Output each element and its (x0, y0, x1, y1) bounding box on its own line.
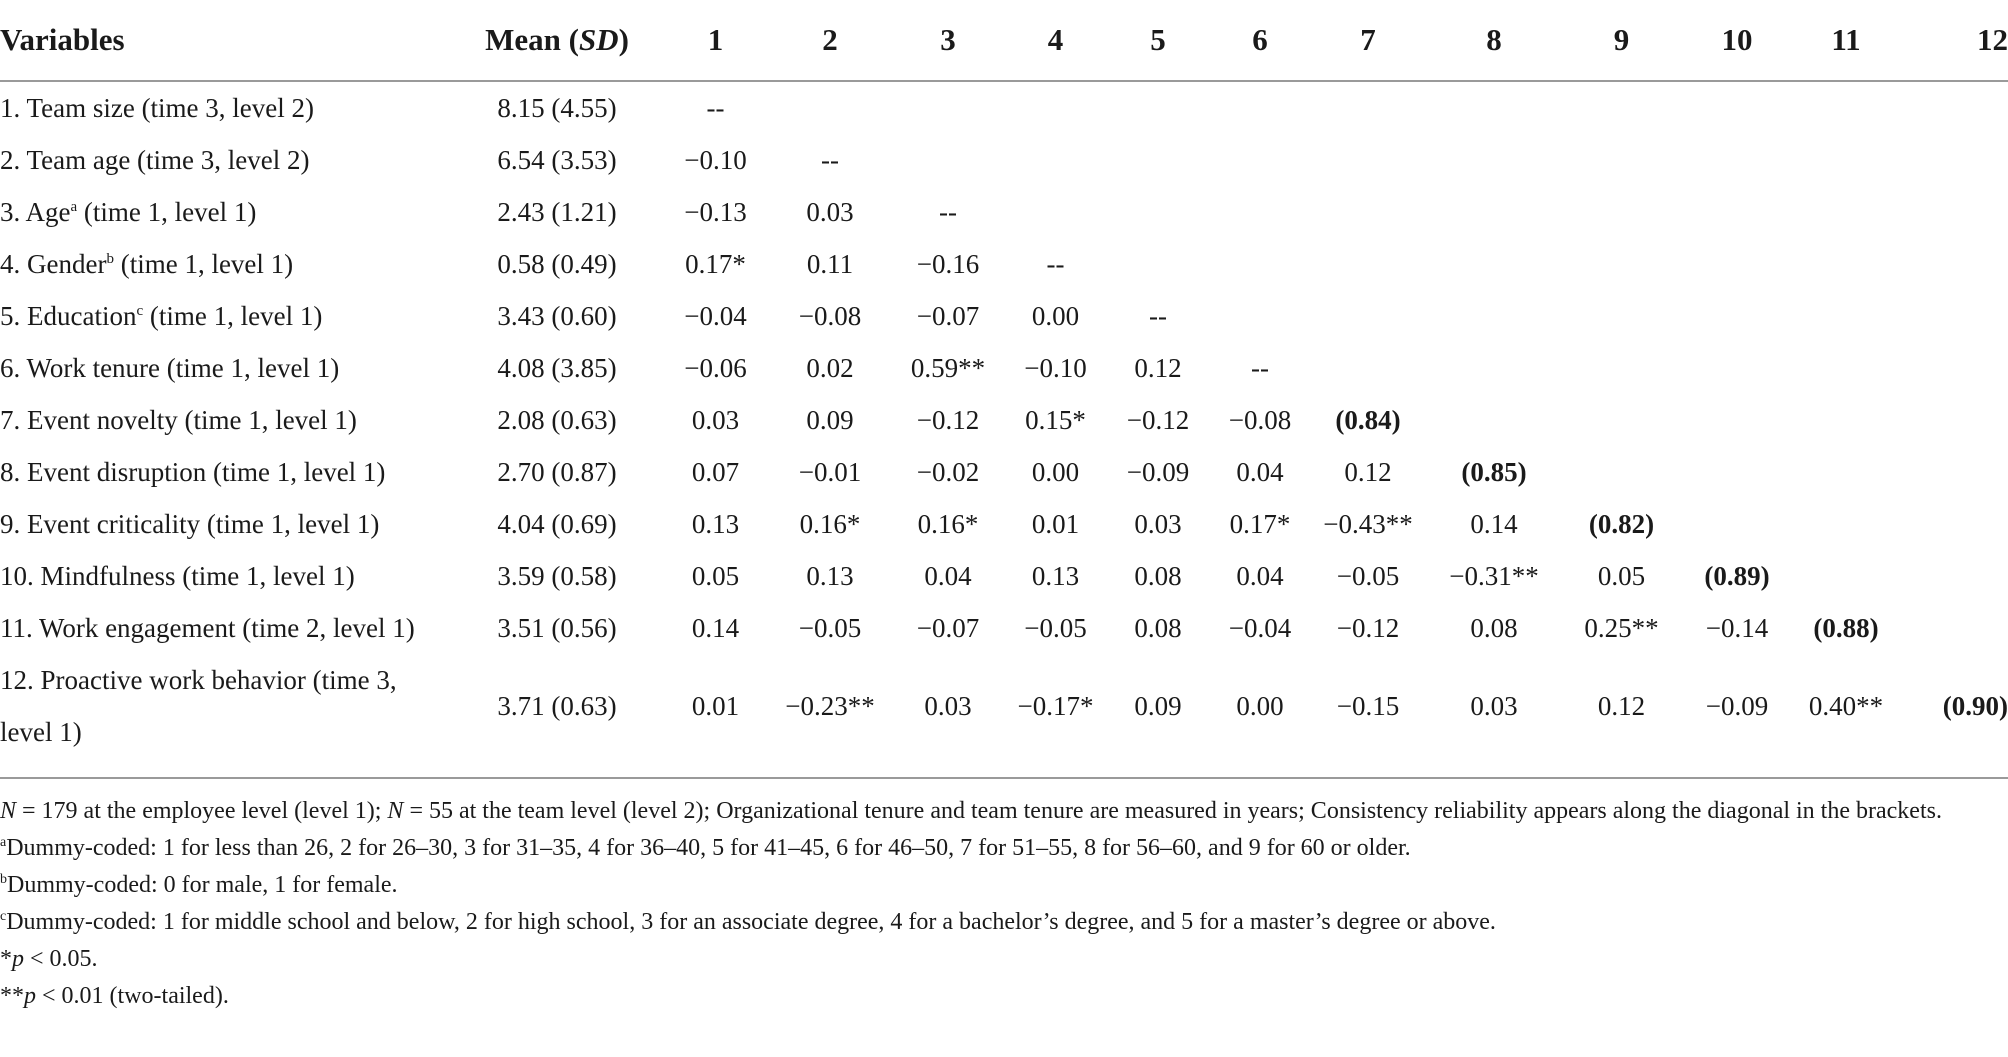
table-row (0, 186, 2008, 238)
correlation-cell: −0.04 (1228, 612, 1292, 643)
variable-name: 1. Team size (time 3, level 2) (0, 93, 315, 123)
correlation-cell: −0.12 (1126, 404, 1190, 435)
reliability-cell: (0.85) (1461, 456, 1527, 487)
table-row (0, 602, 2008, 654)
variable-label (0, 446, 452, 498)
correlation-cell (1210, 81, 1310, 134)
correlation-cell (1793, 394, 1899, 446)
correlation-cell (769, 81, 891, 134)
note-sample-size: N = 179 at the employee level (level 1); N = 55 at the team level (level 2); Organizational tenure and team tenure are measured in years; Consistency reliability appears along the diagonal in the brackets. (0, 798, 1942, 824)
correlation-cell (1310, 290, 1426, 342)
mean-sd-cell: 2.08 (0.63) (497, 404, 617, 435)
correlation-cell: 0.03 (924, 690, 972, 721)
correlation-cell: −0.09 (1126, 456, 1190, 487)
correlation-cell (1426, 342, 1562, 394)
table-row (0, 446, 2008, 498)
header-col-6: 6 (1210, 0, 1310, 81)
correlation-cell: 0.03 (1134, 508, 1182, 539)
correlation-cell: −0.31** (1449, 560, 1539, 591)
mean-sd-cell: 8.15 (4.55) (497, 92, 617, 123)
variable-name: 12. Proactive work behavior (time 3, level 1) (0, 665, 397, 747)
correlation-cell (1793, 550, 1899, 602)
table-row (0, 342, 2008, 394)
correlation-cell: 0.17* (1229, 508, 1291, 539)
header-col-3: 3 (891, 0, 1005, 81)
correlation-cell: −0.23** (785, 690, 875, 721)
variable-name: 3. Age (0, 197, 71, 227)
correlation-cell (1899, 290, 2008, 342)
correlation-cell (1793, 238, 1899, 290)
correlation-cell (1899, 238, 2008, 290)
variable-timing: (time 1, level 1) (113, 249, 294, 279)
correlation-cell: −0.05 (798, 612, 862, 643)
correlation-cell (1793, 81, 1899, 134)
correlation-cell (1681, 186, 1793, 238)
correlation-cell (1899, 81, 2008, 134)
correlation-cell (1426, 186, 1562, 238)
header-col-7: 7 (1310, 0, 1426, 81)
correlation-cell (1210, 186, 1310, 238)
correlation-cell: −0.10 (684, 144, 747, 175)
correlation-cell (1899, 394, 2008, 446)
correlation-cell: −0.13 (684, 196, 747, 227)
correlation-cell (1310, 238, 1426, 290)
header-col-11: 11 (1793, 0, 1899, 81)
table-row (0, 81, 2008, 134)
correlation-cell: 0.12 (1134, 352, 1182, 383)
correlation-cell: −0.02 (916, 456, 980, 487)
correlation-cell (1793, 186, 1899, 238)
header-row (0, 0, 2008, 81)
variable-name: 4. Gender (0, 249, 107, 279)
correlation-cell (1005, 81, 1106, 134)
variable-name: 8. Event disruption (time 1, level 1) (0, 457, 386, 487)
correlation-cell (1899, 134, 2008, 186)
correlation-cell: −0.09 (1705, 690, 1769, 721)
variable-name: 5. Education (0, 301, 137, 331)
correlation-cell (1793, 134, 1899, 186)
correlation-cell: −0.05 (1336, 560, 1400, 591)
table-row (0, 654, 2008, 758)
correlation-cell (1106, 238, 1210, 290)
correlation-cell: -- (1149, 300, 1167, 331)
correlation-cell: 0.16* (917, 508, 979, 539)
correlation-cell: −0.04 (684, 300, 747, 331)
variable-name: 6. Work tenure (time 1, level 1) (0, 353, 340, 383)
correlation-cell (1793, 290, 1899, 342)
table-notes (0, 777, 2008, 1015)
correlation-cell: 0.17* (685, 248, 746, 279)
correlation-cell (1426, 238, 1562, 290)
correlation-cell (1562, 446, 1681, 498)
table-row (0, 290, 2008, 342)
variable-name: 10. Mindfulness (time 1, level 1) (0, 561, 355, 591)
correlation-cell: −0.14 (1705, 612, 1769, 643)
reliability-cell: (0.90) (1942, 690, 2008, 721)
header-col-4: 4 (1005, 0, 1106, 81)
note-gender-coding: $^b$Dummy-coded: 0 for male, 1 for female. (0, 872, 398, 898)
correlation-cell: -- (939, 196, 957, 227)
correlation-cell (1681, 394, 1793, 446)
mean-sd-cell: 2.70 (0.87) (497, 456, 617, 487)
table-row (0, 550, 2008, 602)
mean-sd-cell: 3.43 (0.60) (497, 300, 617, 331)
correlation-cell (1426, 394, 1562, 446)
correlation-cell (1426, 134, 1562, 186)
correlation-cell: 0.12 (1344, 456, 1392, 487)
correlation-cell: 0.07 (691, 456, 740, 487)
correlation-cell: 0.09 (1134, 690, 1182, 721)
variable-label (0, 290, 452, 342)
variable-name: 7. Event novelty (time 1, level 1) (0, 405, 357, 435)
header-col-8: 8 (1426, 0, 1562, 81)
correlation-cell: 0.02 (806, 352, 854, 383)
correlation-cell: −0.10 (1024, 352, 1087, 383)
mean-sd-cell: 0.58 (0.49) (497, 248, 617, 279)
variable-label (0, 134, 452, 186)
correlation-cell: 0.00 (1236, 690, 1284, 721)
correlation-cell: 0.14 (691, 612, 740, 643)
correlation-cell: 0.03 (1470, 690, 1518, 721)
correlation-cell (1310, 342, 1426, 394)
correlation-cell: 0.01 (691, 690, 740, 721)
correlation-cell (1005, 134, 1106, 186)
note-p-005: *p < 0.05. (0, 946, 98, 972)
correlation-cell: 0.05 (1597, 560, 1646, 591)
correlation-cell: −0.07 (916, 612, 980, 643)
correlation-cell: 0.03 (691, 404, 740, 435)
variable-label (0, 394, 452, 446)
variable-name: 9. Event criticality (time 1, level 1) (0, 509, 380, 539)
correlation-cell: 0.16* (799, 508, 861, 539)
correlation-cell: 0.09 (806, 404, 854, 435)
correlation-cell (1426, 81, 1562, 134)
correlation-cell (1681, 498, 1793, 550)
correlation-cell: 0.04 (1236, 456, 1284, 487)
correlation-cell: −0.07 (916, 300, 980, 331)
header-mean-sd: Mean (SD) (452, 0, 662, 81)
correlation-cell: 0.13 (806, 560, 854, 591)
correlation-cell (1210, 134, 1310, 186)
table-row (0, 134, 2008, 186)
footnote-marker: c (136, 303, 144, 319)
note-education-coding: $^c$Dummy-coded: 1 for middle school and below, 2 for high school, 3 for an associate degree, 4 for a bachelor’s degree, and 5 for a master’s degree or above. (0, 909, 1496, 935)
header-variables: Variables (0, 0, 452, 81)
correlation-cell: 0.15* (1025, 404, 1086, 435)
correlation-cell: 0.00 (1031, 300, 1080, 331)
correlation-cell (1793, 498, 1899, 550)
variable-name: 2. Team age (time 3, level 2) (0, 145, 310, 175)
correlation-cell: 0.11 (806, 248, 854, 279)
table-row (0, 394, 2008, 446)
correlation-cell (1681, 290, 1793, 342)
correlation-cell: −0.05 (1024, 612, 1087, 643)
correlation-cell (1562, 394, 1681, 446)
header-col-10: 10 (1681, 0, 1793, 81)
variable-label (0, 342, 452, 394)
correlation-cell (1426, 290, 1562, 342)
correlation-cell (1899, 602, 2008, 654)
correlation-cell (1681, 134, 1793, 186)
correlation-cell: 0.04 (1236, 560, 1284, 591)
correlation-cell (1793, 446, 1899, 498)
table-row (0, 238, 2008, 290)
variable-label (0, 550, 452, 602)
correlation-cell: -- (1046, 248, 1065, 279)
note-age-coding: $^a$Dummy-coded: 1 for less than 26, 2 for 26–30, 3 for 31–35, 4 for 36–40, 5 for 41–45, 6 for 46–50, 7 for 51–55, 8 for 56–60, and 9 for 60 or older. (0, 835, 1411, 861)
correlation-cell: 0.01 (1031, 508, 1080, 539)
correlation-cell: 0.12 (1597, 690, 1646, 721)
correlation-cell: 0.08 (1470, 612, 1518, 643)
correlation-cell (1310, 81, 1426, 134)
mean-sd-cell: 4.04 (0.69) (497, 508, 617, 539)
correlation-cell: −0.17* (1017, 690, 1094, 721)
reliability-cell: (0.88) (1813, 612, 1879, 643)
correlation-cell (1562, 134, 1681, 186)
correlation-cell: −0.01 (798, 456, 862, 487)
variable-label (0, 498, 452, 550)
mean-sd-cell: 3.51 (0.56) (497, 612, 617, 643)
correlation-cell (1899, 498, 2008, 550)
note-p-001: **p < 0.01 (two-tailed). (0, 983, 229, 1009)
header-col-9: 9 (1562, 0, 1681, 81)
correlation-cell (1106, 186, 1210, 238)
variable-label (0, 602, 452, 654)
correlation-cell (1210, 238, 1310, 290)
correlation-cell (1793, 342, 1899, 394)
correlation-cell (1562, 238, 1681, 290)
correlation-cell (1899, 342, 2008, 394)
correlation-cell (1681, 446, 1793, 498)
correlation-cell: -- (821, 144, 839, 175)
variable-label (0, 238, 452, 290)
correlation-cell (1210, 290, 1310, 342)
correlation-cell: −0.12 (1336, 612, 1400, 643)
correlation-cell: −0.16 (916, 248, 980, 279)
correlation-cell: 0.00 (1031, 456, 1080, 487)
correlation-cell (1562, 290, 1681, 342)
correlation-cell: 0.03 (806, 196, 854, 227)
correlation-cell: -- (1251, 352, 1269, 383)
footnote-marker: b (106, 251, 114, 267)
correlation-cell (891, 81, 1005, 134)
correlation-cell: 0.59** (910, 352, 986, 383)
correlation-cell (1681, 238, 1793, 290)
correlation-cell: 0.05 (691, 560, 740, 591)
header-col-12: 12 (1899, 0, 2008, 81)
variable-label (0, 81, 452, 134)
mean-sd-cell: 3.71 (0.63) (497, 690, 617, 721)
table-body (0, 81, 2008, 758)
mean-sd-cell: 3.59 (0.58) (497, 560, 617, 591)
variable-name: 11. Work engagement (time 2, level 1) (0, 613, 415, 643)
reliability-cell: (0.84) (1335, 404, 1401, 435)
correlation-cell (1310, 186, 1426, 238)
reliability-cell: (0.82) (1588, 508, 1655, 539)
correlation-cell (1562, 81, 1681, 134)
mean-sd-cell: 6.54 (3.53) (497, 144, 617, 175)
correlation-cell: 0.14 (1470, 508, 1518, 539)
variable-timing: (time 1, level 1) (77, 197, 257, 227)
variable-timing: (time 1, level 1) (143, 301, 323, 331)
mean-sd-cell: 2.43 (1.21) (497, 196, 617, 227)
correlation-cell (1899, 186, 2008, 238)
correlation-cell: −0.15 (1336, 690, 1400, 721)
correlation-cell (1310, 134, 1426, 186)
correlation-cell: 0.13 (1031, 560, 1080, 591)
correlation-cell (1562, 342, 1681, 394)
correlation-cell (1899, 550, 2008, 602)
correlation-cell (1005, 186, 1106, 238)
variable-label (0, 186, 452, 238)
correlation-cell: 0.08 (1134, 560, 1182, 591)
table-row (0, 498, 2008, 550)
correlation-cell: −0.08 (1228, 404, 1292, 435)
correlation-cell: −0.43** (1323, 508, 1413, 539)
correlation-cell: 0.08 (1134, 612, 1182, 643)
correlation-cell (1562, 186, 1681, 238)
correlation-cell (1681, 342, 1793, 394)
header-col-1: 1 (662, 0, 769, 81)
mean-sd-cell: 4.08 (3.85) (497, 352, 617, 383)
correlation-cell: −0.08 (798, 300, 862, 331)
correlation-cell (1681, 81, 1793, 134)
reliability-cell: (0.89) (1704, 560, 1770, 591)
correlation-cell (1899, 446, 2008, 498)
correlation-cell (891, 134, 1005, 186)
correlation-cell: -- (706, 92, 725, 123)
header-col-5: 5 (1106, 0, 1210, 81)
correlation-cell: 0.13 (691, 508, 740, 539)
correlation-cell: 0.40** (1808, 690, 1884, 721)
correlation-cell: −0.06 (684, 352, 747, 383)
correlation-cell: 0.25** (1584, 612, 1659, 643)
correlation-cell: −0.12 (916, 404, 980, 435)
correlation-cell: 0.04 (924, 560, 972, 591)
correlation-cell (1106, 81, 1210, 134)
correlation-cell (1106, 134, 1210, 186)
footnote-marker: a (70, 199, 78, 215)
variable-label (0, 654, 452, 758)
header-col-2: 2 (769, 0, 891, 81)
